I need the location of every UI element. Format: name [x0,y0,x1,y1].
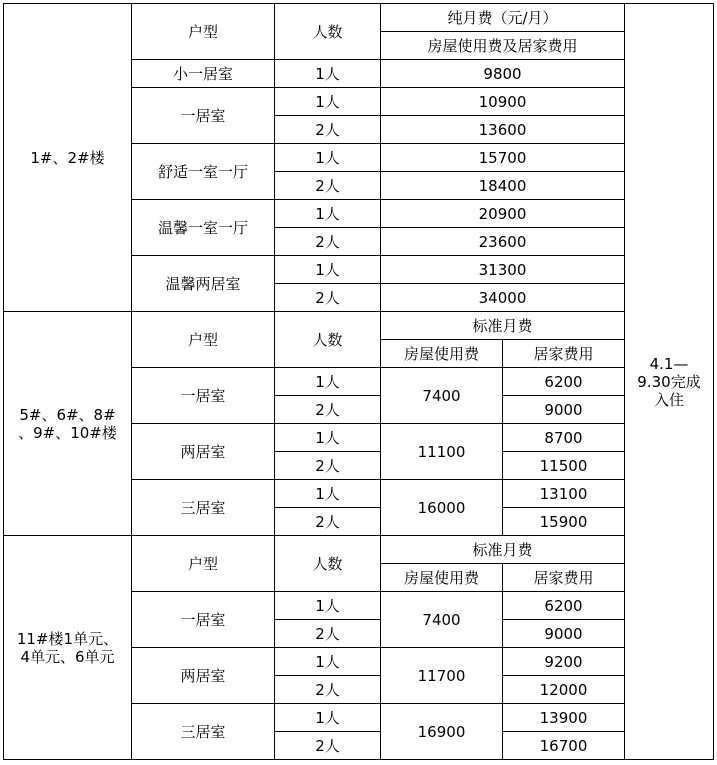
s3-type-cell: 一居室 [132,592,275,648]
s2-building-line1: 5#、6#、8# [19,405,116,424]
s2-home-cell: 13100 [503,480,625,508]
s1-col-type: 户型 [132,4,275,60]
s1-people-cell: 1人 [275,256,381,284]
s2-home-cell: 8700 [503,424,625,452]
s2-house-cell: 7400 [381,368,503,424]
s3-people-cell: 1人 [275,704,381,732]
s1-fee-cell: 9800 [381,60,625,88]
s1-building-cell [4,4,132,312]
s3-house-cell: 7400 [381,592,503,648]
s2-people-cell: 1人 [275,424,381,452]
s1-fee-cell: 10900 [381,88,625,116]
s3-building-cell [4,536,132,760]
s3-house-cell: 11700 [381,648,503,704]
s1-col-fee-group: 纯月费（元/月） [381,4,625,32]
s2-people-cell: 1人 [275,368,381,396]
s2-col-fee-group: 标准月费 [381,312,625,340]
fee-table [3,3,714,760]
s2-home-cell: 6200 [503,368,625,396]
s1-fee-cell: 13600 [381,116,625,144]
s3-people-cell: 1人 [275,648,381,676]
s3-header-row [4,536,714,564]
s2-people-cell: 2人 [275,396,381,424]
s1-fee-cell: 15700 [381,144,625,172]
s1-people-cell: 1人 [275,200,381,228]
s3-home-cell: 13900 [503,704,625,732]
s1-fee-cell: 34000 [381,284,625,312]
s2-col-house: 房屋使用费 [381,340,503,368]
note-line1: 4.1— [649,354,689,373]
s2-people-cell: 2人 [275,452,381,480]
s3-col-people: 人数 [275,536,381,592]
s3-home-cell: 6200 [503,592,625,620]
s3-people-cell: 2人 [275,676,381,704]
s1-building: 1#、2#楼 [30,148,105,167]
s1-fee-cell: 20900 [381,200,625,228]
s2-header-row [4,312,714,340]
s3-col-house: 房屋使用费 [381,564,503,592]
s3-building-line1: 11#楼1单元、 [16,629,119,648]
s1-col-fee-sub: 房屋使用费及居家费用 [381,32,625,60]
s3-home-cell: 16700 [503,732,625,760]
s3-col-fee-group: 标准月费 [381,536,625,564]
s1-type-cell: 一居室 [132,88,275,144]
s2-building-cell [4,312,132,536]
s3-home-cell: 9000 [503,620,625,648]
s3-col-home: 居家费用 [503,564,625,592]
s2-col-home: 居家费用 [503,340,625,368]
s3-house-cell: 16900 [381,704,503,760]
s1-fee-cell: 23600 [381,228,625,256]
note-cell [625,4,714,760]
s1-people-cell: 1人 [275,88,381,116]
s1-header-row [4,4,714,32]
s1-col-people: 人数 [275,4,381,60]
s2-home-cell: 11500 [503,452,625,480]
s3-building-line2: 4单元、6单元 [20,647,115,666]
s2-home-cell: 15900 [503,508,625,536]
s2-type-cell: 一居室 [132,368,275,424]
s3-home-cell: 9200 [503,648,625,676]
s1-people-cell: 1人 [275,144,381,172]
s1-type-cell: 温馨一室一厅 [132,200,275,256]
s2-building-line2: 、9#、10#楼 [18,423,117,442]
s3-people-cell: 2人 [275,732,381,760]
s1-people-cell: 2人 [275,116,381,144]
s1-type-cell: 小一居室 [132,60,275,88]
note-line3: 入住 [653,390,684,409]
s2-people-cell: 1人 [275,480,381,508]
s2-home-cell: 9000 [503,396,625,424]
s1-fee-cell: 31300 [381,256,625,284]
s1-type-cell: 温馨两居室 [132,256,275,312]
s3-type-cell: 两居室 [132,648,275,704]
s3-home-cell: 12000 [503,676,625,704]
s2-type-cell: 三居室 [132,480,275,536]
s2-people-cell: 2人 [275,508,381,536]
s1-people-cell: 2人 [275,172,381,200]
s3-type-cell: 三居室 [132,704,275,760]
s1-fee-cell: 18400 [381,172,625,200]
s1-people-cell: 1人 [275,60,381,88]
s3-people-cell: 1人 [275,592,381,620]
s1-people-cell: 2人 [275,284,381,312]
s3-col-type: 户型 [132,536,275,592]
s2-house-cell: 11100 [381,424,503,480]
s3-people-cell: 2人 [275,620,381,648]
s2-col-type: 户型 [132,312,275,368]
s2-col-people: 人数 [275,312,381,368]
s2-house-cell: 16000 [381,480,503,536]
s2-type-cell: 两居室 [132,424,275,480]
s1-people-cell: 2人 [275,228,381,256]
note-line2: 9.30完成 [637,372,701,391]
s1-type-cell: 舒适一室一厅 [132,144,275,200]
